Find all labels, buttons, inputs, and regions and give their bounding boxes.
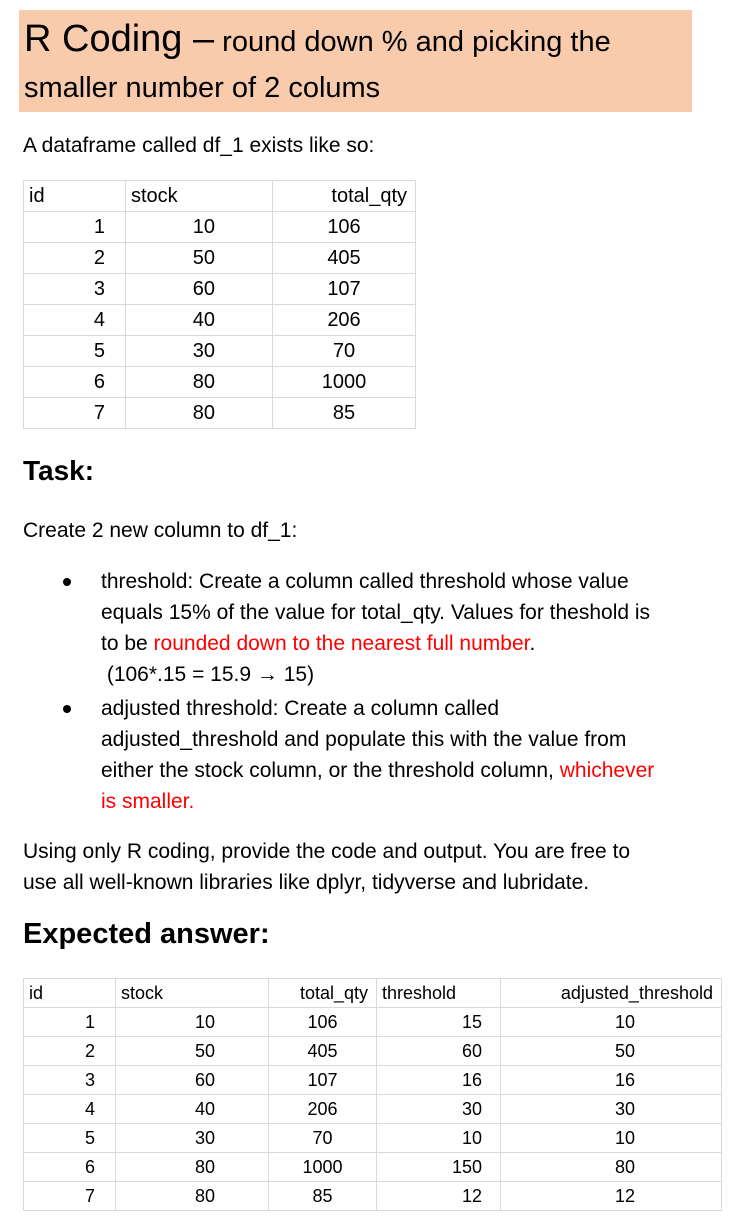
col-header-total-qty: total_qty (269, 979, 377, 1008)
table-row (24, 1066, 722, 1095)
threshold-highlight: rounded down to the nearest full number (153, 632, 530, 655)
cell-total-qty: 85 (269, 1182, 377, 1211)
intro-text: A dataframe called df_1 exists like so: (23, 134, 375, 157)
cell-threshold: 12 (377, 1182, 501, 1211)
table-row (24, 212, 416, 243)
cell-adjusted-threshold: 30 (501, 1095, 722, 1124)
cell-total-qty: 405 (273, 243, 416, 274)
cell-threshold: 15 (377, 1008, 501, 1037)
table-row (24, 398, 416, 429)
cell-adjusted-threshold: 50 (501, 1037, 722, 1066)
cell-id: 2 (24, 1037, 116, 1066)
title-banner (19, 10, 692, 112)
table-row (24, 1008, 722, 1037)
threshold-line-3-prefix: to be (101, 632, 154, 655)
cell-total-qty: 106 (273, 212, 416, 243)
table-row (24, 243, 416, 274)
instructions-line-2: use all well-known libraries like dplyr, tidyverse and lubridate. (23, 871, 590, 894)
cell-id: 3 (24, 1066, 116, 1095)
adjusted-line-3-prefix: either the stock column, or the threshold column, (101, 759, 560, 782)
threshold-line-3-suffix: . (529, 632, 536, 655)
cell-adjusted-threshold: 80 (501, 1153, 722, 1182)
cell-id: 2 (24, 243, 126, 274)
bullet-icon (63, 578, 71, 586)
cell-total-qty: 206 (269, 1095, 377, 1124)
cell-total-qty: 107 (273, 274, 416, 305)
cell-total-qty: 405 (269, 1037, 377, 1066)
task-bullet-list (23, 566, 723, 817)
expected-answer-table (23, 978, 722, 1211)
cell-threshold: 10 (377, 1124, 501, 1153)
task-heading: Task: (23, 455, 95, 486)
col-header-threshold: threshold (377, 979, 501, 1008)
cell-stock: 10 (126, 212, 273, 243)
table-row (24, 336, 416, 367)
cell-threshold: 150 (377, 1153, 501, 1182)
table-row (24, 1037, 722, 1066)
table-header-row (24, 181, 416, 212)
threshold-line-2: equals 15% of the value for total_qty. Values for theshold is (101, 601, 651, 624)
cell-id: 5 (24, 1124, 116, 1153)
bullet-icon (63, 705, 71, 713)
col-header-id: id (24, 979, 116, 1008)
table-row (24, 1182, 722, 1211)
cell-id: 6 (24, 367, 126, 398)
cell-id: 4 (24, 1095, 116, 1124)
col-header-total-qty: total_qty (273, 181, 416, 212)
adjusted-line-1: adjusted threshold: Create a column called (101, 697, 500, 720)
cell-total-qty: 206 (273, 305, 416, 336)
cell-stock: 80 (116, 1182, 269, 1211)
adjusted-highlight-2: is smaller. (101, 790, 195, 813)
cell-stock: 60 (116, 1066, 269, 1095)
list-item-threshold (23, 566, 723, 690)
cell-id: 1 (24, 212, 126, 243)
table-row (24, 1095, 722, 1124)
cell-stock: 80 (126, 367, 273, 398)
col-header-id: id (24, 181, 126, 212)
col-header-adjusted-threshold: adjusted_threshold (501, 979, 722, 1008)
cell-id: 7 (24, 1182, 116, 1211)
adjusted-line-2: adjusted_threshold and populate this with the value from (101, 728, 627, 751)
cell-id: 5 (24, 336, 126, 367)
cell-threshold: 60 (377, 1037, 501, 1066)
cell-threshold: 30 (377, 1095, 501, 1124)
adjusted-line-3 (101, 755, 723, 786)
title-sub: round down % and picking the (214, 26, 611, 58)
expected-heading: Expected answer: (23, 918, 270, 950)
cell-id: 1 (24, 1008, 116, 1037)
cell-adjusted-threshold: 10 (501, 1124, 722, 1153)
cell-id: 6 (24, 1153, 116, 1182)
title-line-1 (24, 14, 692, 67)
cell-total-qty: 1000 (269, 1153, 377, 1182)
cell-threshold: 16 (377, 1066, 501, 1095)
cell-total-qty: 1000 (273, 367, 416, 398)
cell-stock: 40 (126, 305, 273, 336)
threshold-line-3 (101, 628, 723, 659)
table-row (24, 367, 416, 398)
threshold-example: (106*.15 = 15.9 → 15) (101, 663, 315, 686)
cell-id: 7 (24, 398, 126, 429)
list-item-adjusted (23, 693, 723, 817)
cell-stock: 80 (116, 1153, 269, 1182)
cell-total-qty: 70 (273, 336, 416, 367)
table-row (24, 1124, 722, 1153)
col-header-stock: stock (116, 979, 269, 1008)
cell-stock: 80 (126, 398, 273, 429)
cell-stock: 50 (116, 1037, 269, 1066)
cell-total-qty: 85 (273, 398, 416, 429)
table-row (24, 305, 416, 336)
col-header-stock: stock (126, 181, 273, 212)
cell-total-qty: 70 (269, 1124, 377, 1153)
adjusted-highlight-1: whichever (559, 759, 655, 782)
instructions-line-1: Using only R coding, provide the code and output. You are free to (23, 840, 631, 863)
cell-stock: 50 (126, 243, 273, 274)
threshold-line-1: threshold: Create a column called threshold whose value (101, 570, 629, 593)
cell-stock: 60 (126, 274, 273, 305)
cell-stock: 30 (126, 336, 273, 367)
cell-total-qty: 107 (269, 1066, 377, 1095)
table-row (24, 1153, 722, 1182)
dataframe-table (23, 180, 416, 429)
cell-id: 4 (24, 305, 126, 336)
cell-stock: 40 (116, 1095, 269, 1124)
table-header-row (24, 979, 722, 1008)
cell-id: 3 (24, 274, 126, 305)
title-main: R Coding – (24, 18, 215, 60)
cell-stock: 30 (116, 1124, 269, 1153)
cell-adjusted-threshold: 12 (501, 1182, 722, 1211)
cell-stock: 10 (116, 1008, 269, 1037)
table-row (24, 274, 416, 305)
cell-adjusted-threshold: 16 (501, 1066, 722, 1095)
cell-adjusted-threshold: 10 (501, 1008, 722, 1037)
cell-total-qty: 106 (269, 1008, 377, 1037)
title-line-2: smaller number of 2 colums (24, 72, 381, 104)
task-intro: Create 2 new column to df_1: (23, 519, 298, 542)
